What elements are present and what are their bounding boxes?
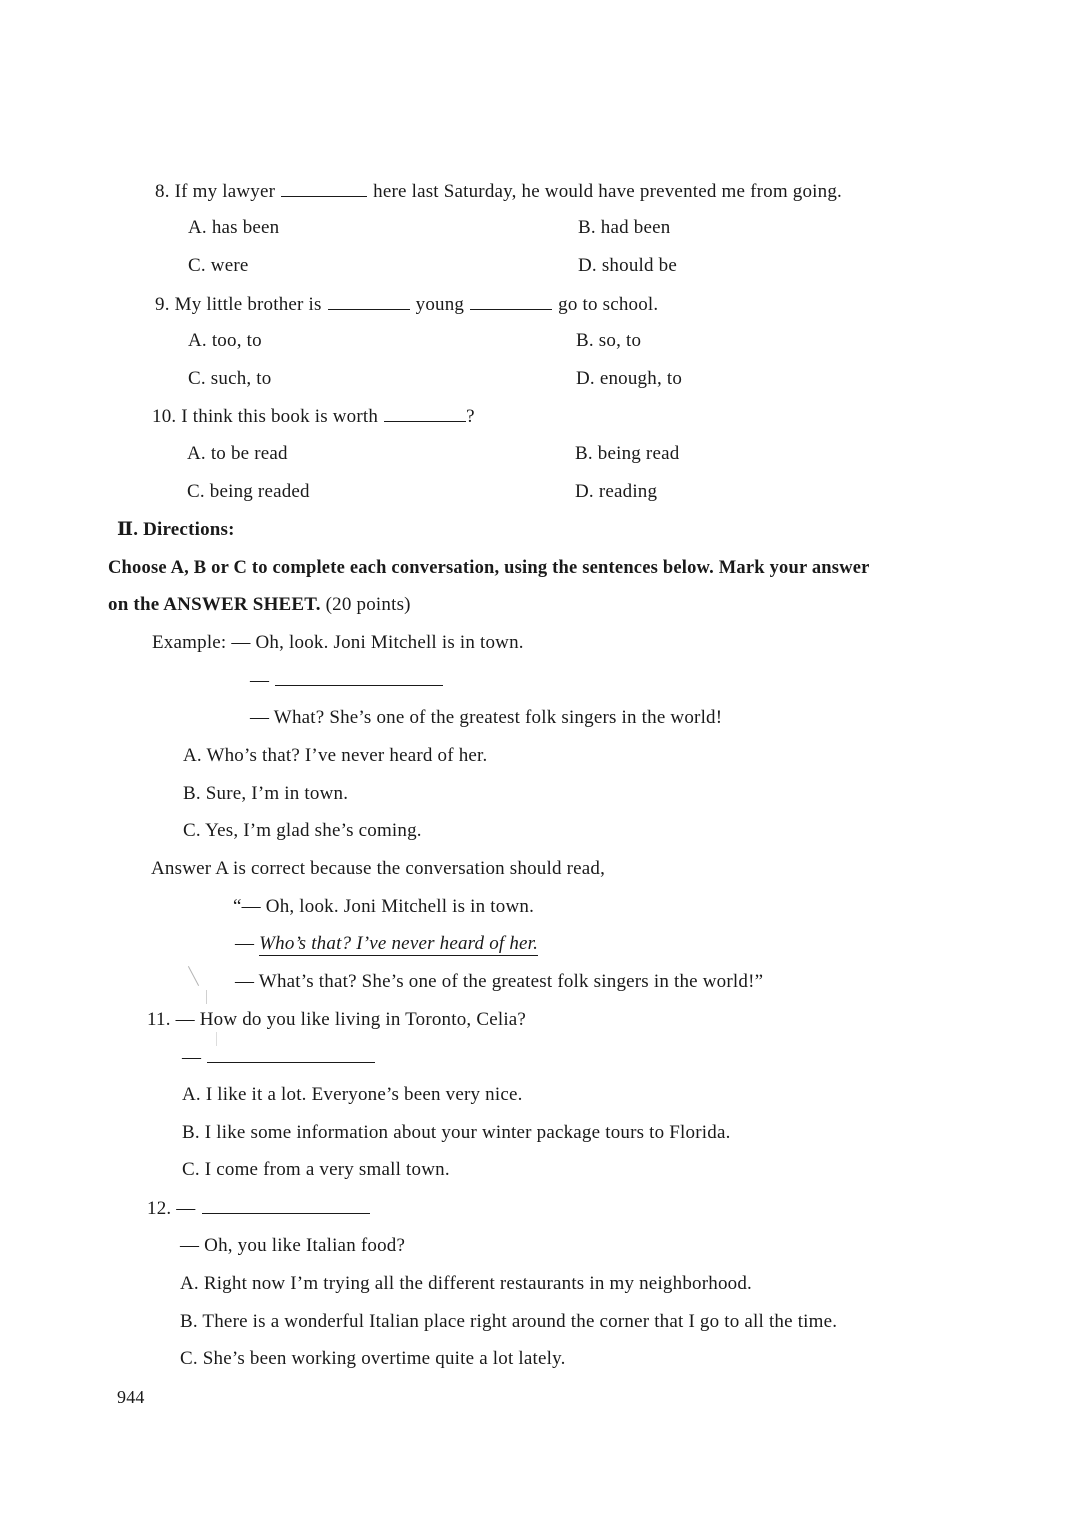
q10-stem-before: 10. I think this book is worth [152, 406, 379, 427]
q10-option-d: D. reading [575, 481, 658, 502]
q9-option-d: D. enough, to [576, 368, 683, 389]
q9-option-c: C. such, to [188, 368, 272, 389]
q10-option-a: A. to be read [187, 443, 288, 464]
q11-response [182, 1045, 381, 1070]
q11-option-c: C. I come from a very small town. [182, 1159, 450, 1180]
q9-stem-2: young [415, 294, 465, 315]
q12-reply: — Oh, you like Italian food? [180, 1235, 406, 1256]
q11-blank [207, 1045, 375, 1063]
q10-blank [384, 404, 466, 422]
example-dash [250, 668, 449, 693]
q8-option-d: D. should be [578, 255, 677, 276]
q12-option-c: C. She’s been working overtime quite a lot lately. [180, 1348, 566, 1369]
q9-stem [155, 292, 658, 317]
example-option-c: C. Yes, I’m glad she’s coming. [183, 820, 422, 841]
q10-option-b: B. being read [575, 443, 680, 464]
q9-stem-3: go to school. [558, 294, 659, 315]
page-number: 944 [117, 1387, 145, 1407]
q9-option-a: A. too, to [188, 330, 262, 351]
scan-mark [206, 990, 207, 1004]
example-line1: Example: — Oh, look. Joni Mitchell is in town. [152, 632, 524, 653]
q10-stem [152, 404, 475, 429]
example-read1: “— Oh, look. Joni Mitchell is in town. [233, 896, 535, 917]
example-dash-mark: — [250, 670, 270, 691]
q8-stem-after: here last Saturday, he would have prevented me from going. [373, 181, 843, 202]
q12-stem [147, 1196, 376, 1221]
q11-dash: — [182, 1047, 202, 1068]
q9-option-b: B. so, to [576, 330, 642, 351]
section2-instruction-line2 [108, 593, 411, 617]
section2-instruction-line1: Choose A, B or C to complete each conversation, using the sentences below. Mark your answer [108, 558, 870, 578]
example-option-b: B. Sure, I’m in town. [183, 783, 349, 804]
section2-points: (20 points) [325, 594, 411, 615]
example-read2 [235, 932, 538, 956]
scan-mark [188, 966, 199, 986]
q12-stem-text: 12. — [147, 1198, 196, 1219]
q8-blank [281, 179, 367, 197]
q8-stem-before: 8. If my lawyer [155, 181, 276, 202]
q8-option-b: B. had been [578, 217, 671, 238]
example-option-a: A. Who’s that? I’ve never heard of her. [183, 745, 488, 766]
example-blank [275, 668, 443, 686]
q8-option-a: A. has been [188, 217, 280, 238]
q10-stem-after: ? [466, 406, 475, 427]
section2-answer-sheet: on the ANSWER SHEET. [108, 594, 321, 615]
q10-option-c: C. being readed [187, 481, 310, 502]
example-read2-answer: Who’s that? I’ve never heard of her. [259, 933, 539, 954]
q12-option-a: A. Right now I’m trying all the different restaurants in my neighborhood. [180, 1273, 753, 1294]
section2-heading: Ⅱ. Directions: [117, 519, 235, 540]
q8-stem [155, 179, 842, 204]
example-line3: — What? She’s one of the greatest folk singers in the world! [250, 707, 723, 728]
q9-blank-1 [328, 292, 410, 310]
q11-option-a: A. I like it a lot. Everyone’s been very nice. [182, 1084, 523, 1105]
q9-stem-1: 9. My little brother is [155, 294, 322, 315]
example-answer-intro: Answer A is correct because the conversation should read, [151, 858, 606, 879]
q9-blank-2 [470, 292, 552, 310]
example-read2-dash: — [235, 933, 255, 954]
q12-blank [202, 1196, 370, 1214]
q12-option-b: B. There is a wonderful Italian place right around the corner that I go to all the time. [180, 1311, 838, 1332]
q11-option-b: B. I like some information about your winter package tours to Florida. [182, 1122, 731, 1143]
q11-stem: 11. — How do you like living in Toronto, Celia? [147, 1009, 527, 1030]
q8-option-c: C. were [188, 255, 249, 276]
scan-mark [216, 1032, 217, 1046]
example-read3: — What’s that? She’s one of the greatest folk singers in the world!” [235, 971, 764, 992]
